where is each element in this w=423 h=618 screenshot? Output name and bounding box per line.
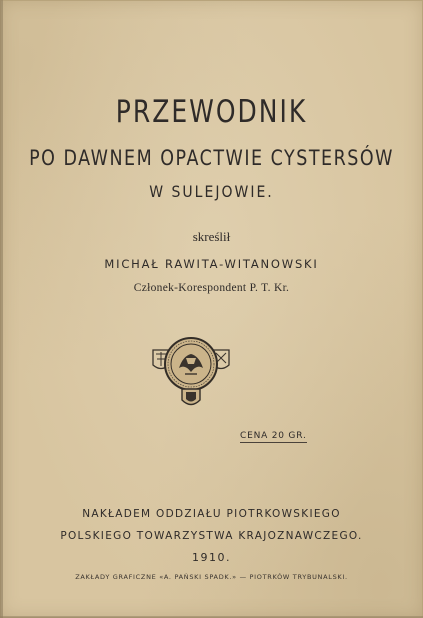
publisher-line-2: POLSKIEGO TOWARZYSTWA KRAJOZNAWCZEGO. xyxy=(60,530,363,542)
printer-imprint: ZAKŁADY GRAFICZNE «A. PAŃSKI SPADK.» — PIOTRKÓW TRYBUNALSKI. xyxy=(75,573,348,581)
book-subtitle: PO DAWNEM OPACTWIE CYSTERSÓW xyxy=(29,147,394,171)
author-affiliation: Członek-Korespondent P. T. Kr. xyxy=(133,282,290,294)
book-subtitle-location: W SULEJOWIE. xyxy=(149,183,274,202)
price-label: CENA 20 GR. xyxy=(240,431,307,441)
book-title: PRZEWODNIK xyxy=(115,93,308,130)
publisher-line-1: NAKŁADEM ODDZIAŁU PIOTRKOWSKIEGO xyxy=(82,508,341,520)
publication-year: 1910. xyxy=(192,551,231,564)
byline: skreślił xyxy=(192,229,231,244)
author-name: MICHAŁ RAWITA-WITANOWSKI xyxy=(104,257,319,271)
society-emblem-icon xyxy=(150,334,232,410)
